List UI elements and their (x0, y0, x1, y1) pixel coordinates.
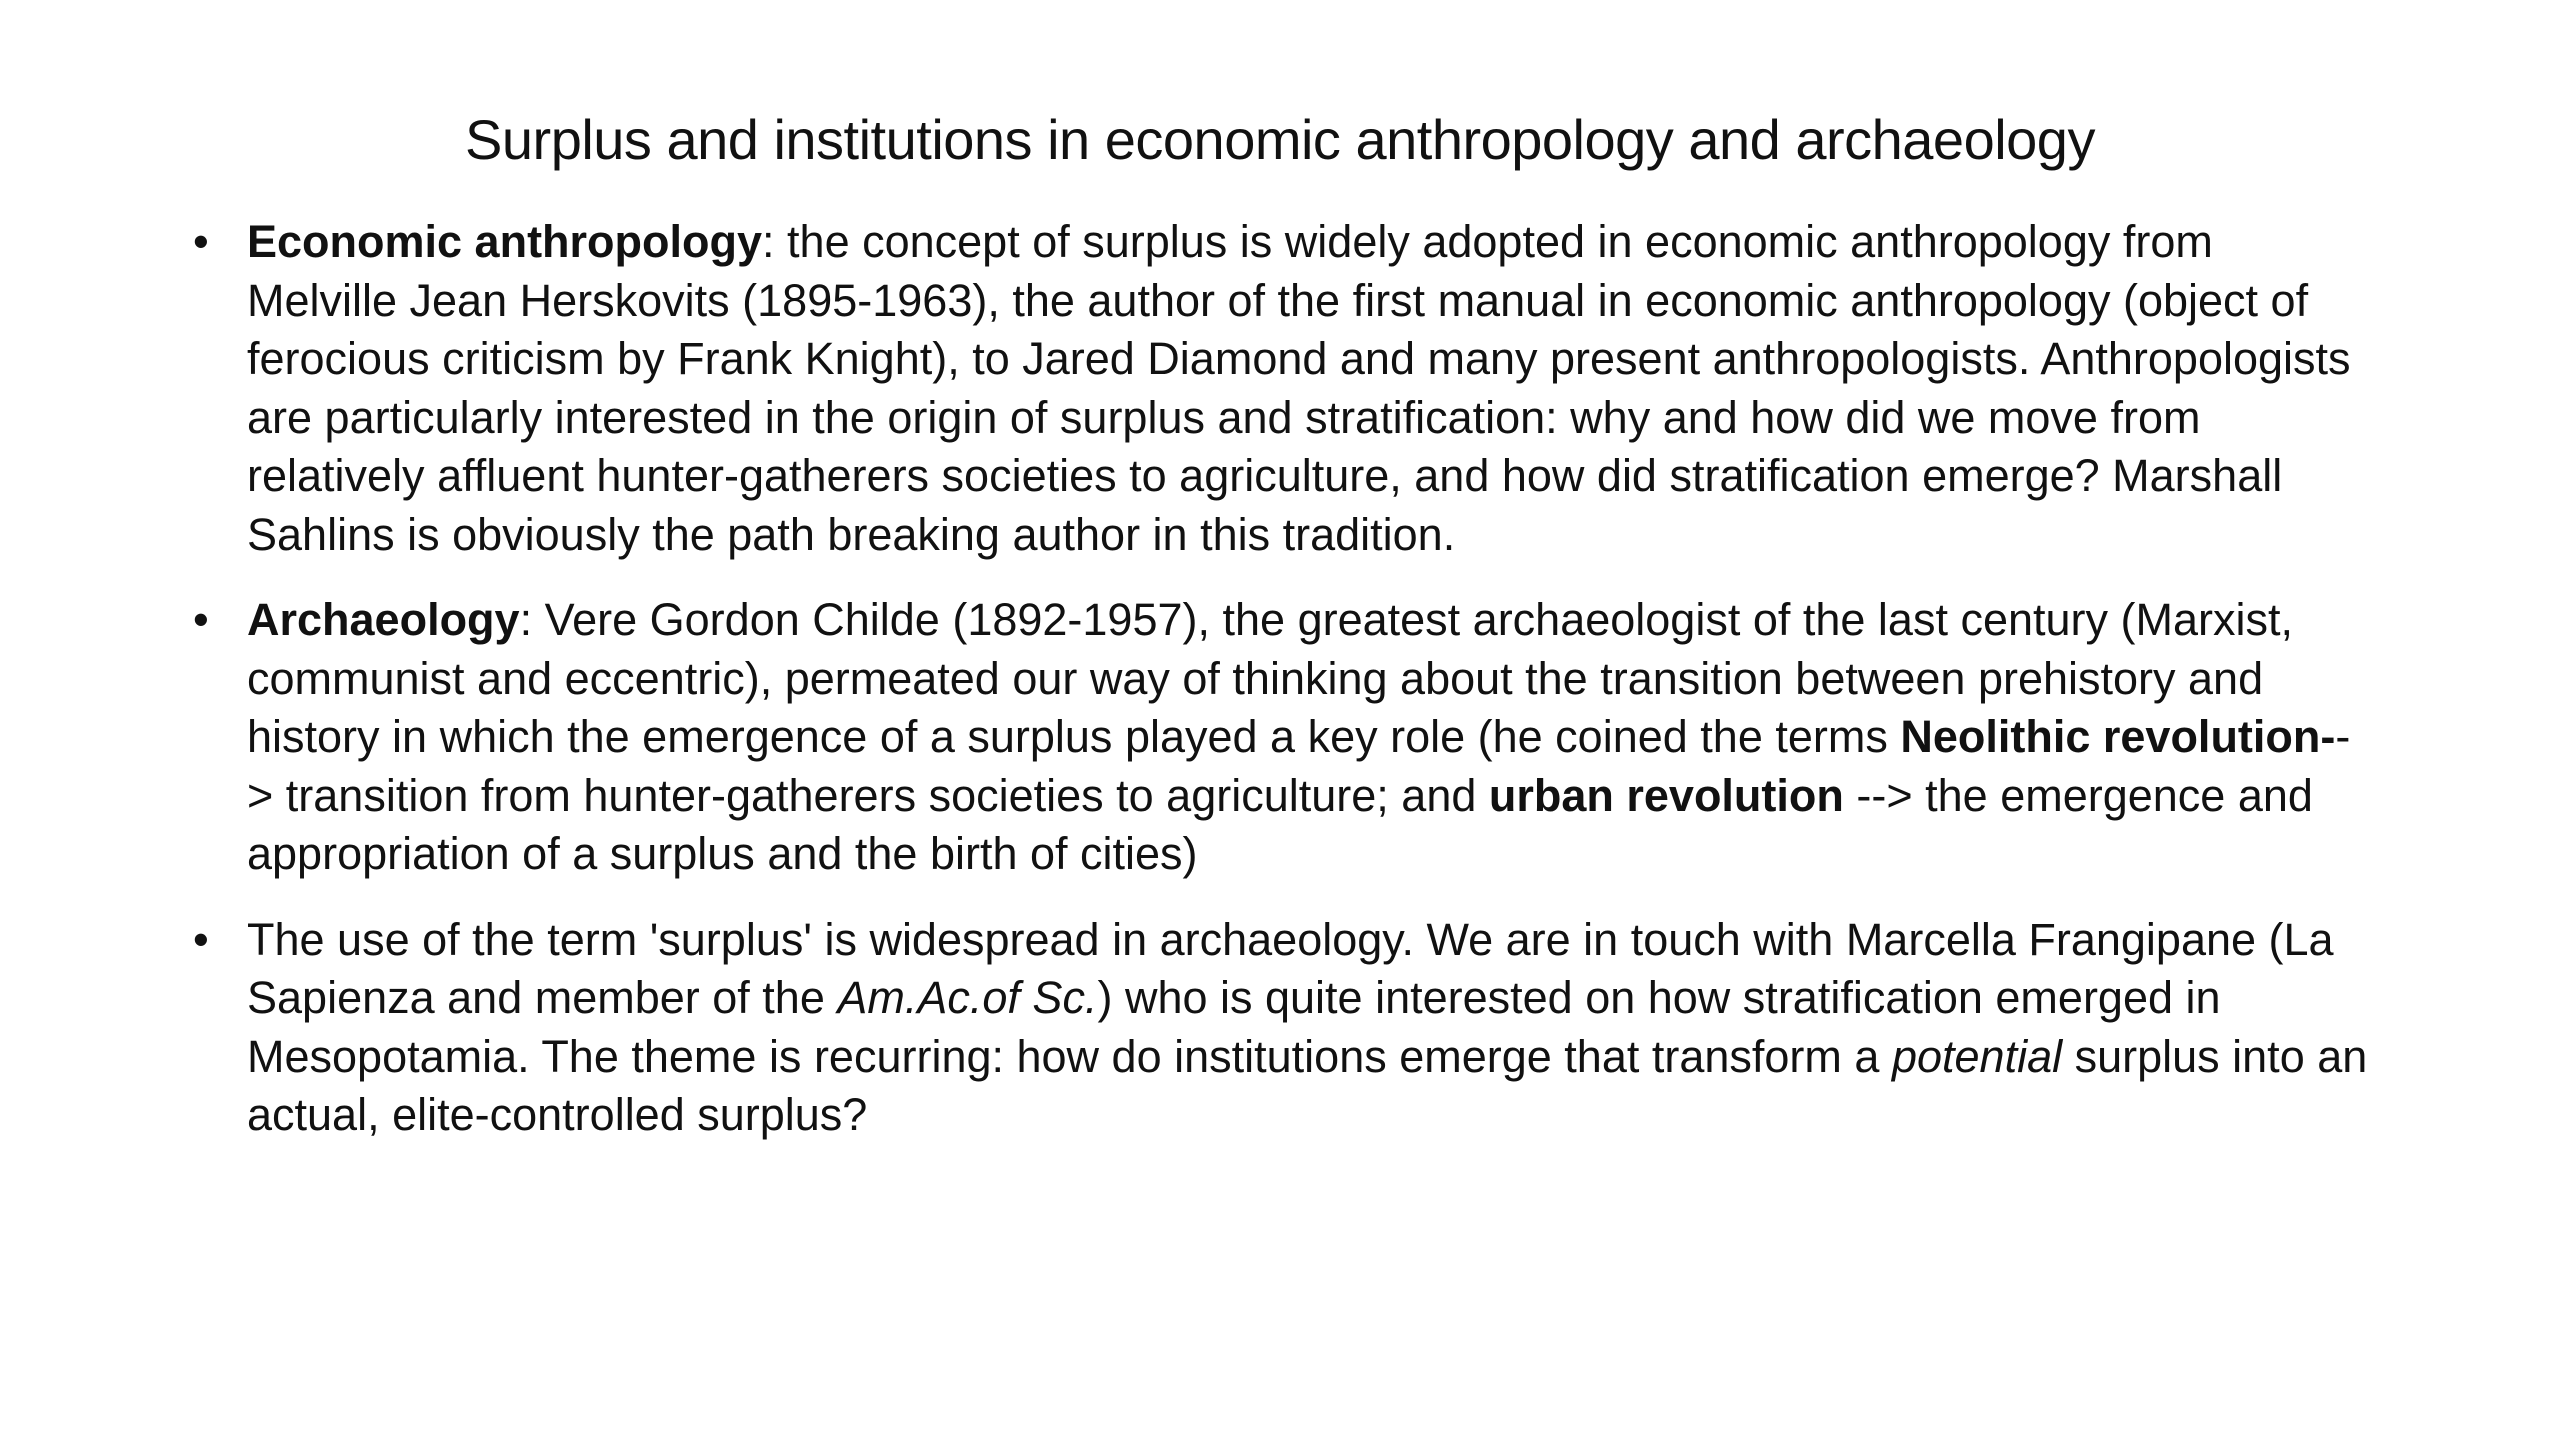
bullet-lead-term: Archaeology (247, 594, 520, 645)
italic-academy: Am.Ac.of Sc. (837, 972, 1098, 1023)
bullet-text: : Vere Gordon Childe (1892-1957), the greatest archaeologist of the last century (Marxist, communist and eccentric), permeated our way of thinking about the transition between prehistory and history in which the emergence of a surplus played a key role (he coined the terms (247, 594, 2294, 762)
bullet-text: --> the emergence and appropriation of a surplus and the birth of cities) (247, 769, 2313, 879)
term-neolithic-revolution: Neolithic revolution- (1900, 711, 2336, 762)
bullet-text: ) who is quite interested on how stratification emerged in Mesopotamia. The theme is recurring: how do institutions emerge that transform a (247, 972, 2221, 1082)
bullet-surplus-term (193, 911, 2373, 1145)
bullet-icon: • (193, 913, 209, 965)
bullet-icon: • (193, 594, 209, 645)
bullet-text: surplus into an actual, elite-controlled surplus? (247, 1030, 2368, 1140)
slide-title: Surplus and institutions in economic anthropology and archaeology (465, 108, 2095, 171)
bullet-icon: • (193, 216, 209, 267)
italic-potential: potential (1891, 1030, 2063, 1082)
bullet-list (193, 213, 2373, 1172)
term-urban-revolution: urban revolution (1488, 769, 1844, 821)
bullet-lead-term: Economic anthropology (247, 216, 763, 267)
bullet-text: The use of the term 'surplus' is widespread in archaeology. We are in touch with Marcella Frangipane (La Sapienza and member of the (247, 913, 2334, 1023)
bullet-archaeology (193, 591, 2373, 884)
bullet-text: -> transition from hunter-gatherers societies to agriculture; and (247, 711, 2351, 821)
bullet-economic-anthropology (193, 213, 2373, 564)
bullet-text: : the concept of surplus is widely adopted in economic anthropology from Melville Jean Herskovits (1895-1963), the author of the first manual in economic anthropology (object of ferocious criticism by Frank Knight), to Jared Diamond and many present anthropologists. Anthropologists are particularly interested in the origin of surplus and stratification: why and how did we move from relatively affluent hunter-gatherers societies to agriculture, and how did stratification emerge? Marshall Sahlins is obviously the path breaking author in this tradition. (247, 216, 2351, 560)
